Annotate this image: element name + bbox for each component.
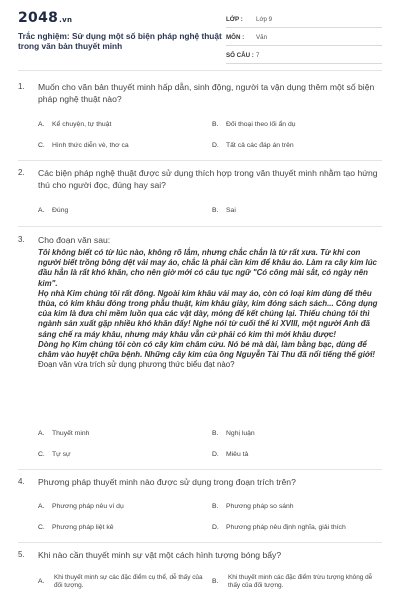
passage-paragraph-3: Dòng họ Kim chúng tôi còn có cây kim châm cứu. Nó bé mà dài, làm bằng bạc, dùng để châm vào huyệt chữa bệnh. Những cây kim của ông Nguyễn Tài Thu đã nổi tiếng thế giới!: [38, 339, 376, 360]
q4-option-c[interactable]: [38, 524, 114, 531]
option-letter: B.: [212, 503, 219, 510]
question-divider: [18, 469, 382, 470]
logo-suffix: .vn: [59, 16, 73, 24]
option-letter: D.: [212, 142, 219, 149]
q2-option-b[interactable]: [212, 207, 236, 214]
option-letter: B.: [212, 121, 219, 128]
option-text: Phương pháp nêu ví dụ: [52, 503, 124, 510]
option-text: Đối thoại theo lối ẩn dụ: [226, 121, 296, 128]
document-title: Trắc nghiệm: Sử dụng một số biện pháp nghệ thuật trong văn bản thuyết minh: [18, 31, 222, 51]
option-text: Phương pháp liệt kê: [52, 524, 114, 531]
q5-option-a[interactable]: [38, 574, 208, 594]
subject-value: Văn: [256, 34, 268, 41]
question-followup: Đoạn văn vừa trích sử dụng phương thức biểu đạt nào?: [38, 360, 235, 370]
option-letter: B.: [212, 207, 219, 214]
question-divider: [18, 542, 382, 543]
q5-option-b[interactable]: [212, 574, 382, 594]
logo-main: 2048: [18, 10, 59, 26]
count-value: 7: [256, 52, 260, 59]
document-meta: [226, 12, 382, 66]
q3-option-c[interactable]: [38, 451, 71, 458]
q3-option-b[interactable]: [212, 430, 255, 437]
option-text: Hình thức diễn vè, thơ ca: [52, 142, 129, 149]
question-number: 1.: [18, 82, 25, 91]
reading-passage: [38, 248, 378, 370]
option-letter: C.: [38, 451, 45, 458]
question-number: 4.: [18, 477, 25, 486]
q3-option-d[interactable]: [212, 451, 248, 458]
option-text: Đúng: [52, 207, 69, 214]
option-text: Miêu tả: [226, 451, 249, 458]
q2-option-a[interactable]: [38, 207, 68, 214]
q1-option-b[interactable]: [212, 121, 296, 128]
q4-option-b[interactable]: [212, 503, 294, 510]
option-letter: C.: [38, 142, 45, 149]
passage-paragraph-2: Họ nhà Kim chúng tôi rất đông. Ngoài kim khâu vải may áo, còn có loại kim dùng để thêu thùa, có kim khâu đóng trong phẫu thuật, kim khâu giày, kim đóng sách sách... Công dụng của kim là đưa chỉ mềm luồn qua các vật dày, mỏng để kết chúng lại. Thiếu chúng tôi thì ngành sản xuất gặp nhiều khó khăn đấy! Nghe nói từ cuối thế kỉ XVIII, một người Anh đã sáng chế ra máy khâu, nhưng máy khâu vẫn cứ phải có kim thì mới khâu được!: [38, 288, 378, 339]
option-text: Tất cả các đáp án trên: [226, 142, 294, 149]
class-value: Lớp 9: [256, 16, 273, 23]
site-logo[interactable]: [18, 10, 72, 26]
option-letter: A.: [38, 207, 45, 214]
option-text: Khi thuyết minh sự các đặc điểm cụ thể, dễ thấy của đối tượng.: [54, 574, 203, 590]
q1-option-a[interactable]: [38, 121, 111, 128]
meta-subject-row: [226, 30, 382, 46]
option-letter: B.: [212, 430, 219, 437]
option-letter: A.: [38, 430, 45, 437]
question-number: 2.: [18, 168, 25, 177]
option-text: Nghị luận: [226, 430, 255, 437]
q4-option-d[interactable]: [212, 524, 346, 531]
option-letter: B.: [212, 578, 219, 585]
passage-paragraph-1: Tôi không biết có từ lúc nào, không rõ lắm, nhưng chắc chắn là từ rất xưa. Từ khi con người biết trồng bông dệt vải may áo, chắc là phải cần kim để khâu áo. Làm ra cây kim lúc đầu hẳn là rất khó khăn, cho nên giờ mới có câu tục ngữ "Có công mài sắt, có ngày nên kim".: [38, 248, 377, 288]
q1-option-c[interactable]: [38, 142, 129, 149]
option-text: Phương pháp so sánh: [226, 503, 294, 510]
option-letter: A.: [38, 121, 45, 128]
count-label: SỐ CÂU :: [226, 52, 254, 59]
question-text: Cho đoạn văn sau:: [38, 235, 111, 245]
option-text: Khi thuyết minh các đặc điểm trừu tượng không dễ thấy của đối tượng.: [228, 574, 373, 590]
question-number: 5.: [18, 550, 25, 559]
question-text: Phương pháp thuyết minh nào được sử dụng trong đoạn trích trên?: [38, 477, 296, 487]
question-number: 3.: [18, 235, 25, 244]
option-text: Phương pháp nêu định nghĩa, giải thích: [226, 524, 346, 531]
question-text: Các biện pháp nghệ thuật được sử dụng thích hợp trong văn thuyết minh nhằm tạo hứng thú cho người đọc, đúng hay sai?: [38, 168, 378, 190]
q4-option-a[interactable]: [38, 503, 124, 510]
question-divider: [18, 226, 382, 227]
question-text: Muốn cho văn bản thuyết minh hấp dẫn, sinh động, người ta vận dụng thêm một số biện pháp nghệ thuật nào?: [38, 82, 375, 104]
option-text: Kể chuyện, tự thuật: [52, 121, 112, 128]
option-letter: A.: [38, 578, 45, 585]
option-letter: A.: [38, 503, 45, 510]
meta-class-row: [226, 12, 382, 28]
meta-count-row: [226, 48, 382, 64]
option-letter: D.: [212, 524, 219, 531]
document-header: [0, 0, 400, 68]
class-label: LỚP :: [226, 16, 243, 23]
subject-label: MÔN :: [226, 34, 245, 41]
option-text: Sai: [226, 207, 236, 214]
question-text: Khi nào cần thuyết minh sự vật một cách hình tượng bóng bẩy?: [38, 550, 282, 560]
q3-option-a[interactable]: [38, 430, 89, 437]
q1-option-d[interactable]: [212, 142, 294, 149]
option-letter: C.: [38, 524, 45, 531]
question-divider: [18, 160, 382, 161]
option-text: Thuyết minh: [52, 430, 90, 437]
option-text: Tự sự: [52, 451, 71, 458]
header-divider: [18, 70, 382, 71]
option-letter: D.: [212, 451, 219, 458]
